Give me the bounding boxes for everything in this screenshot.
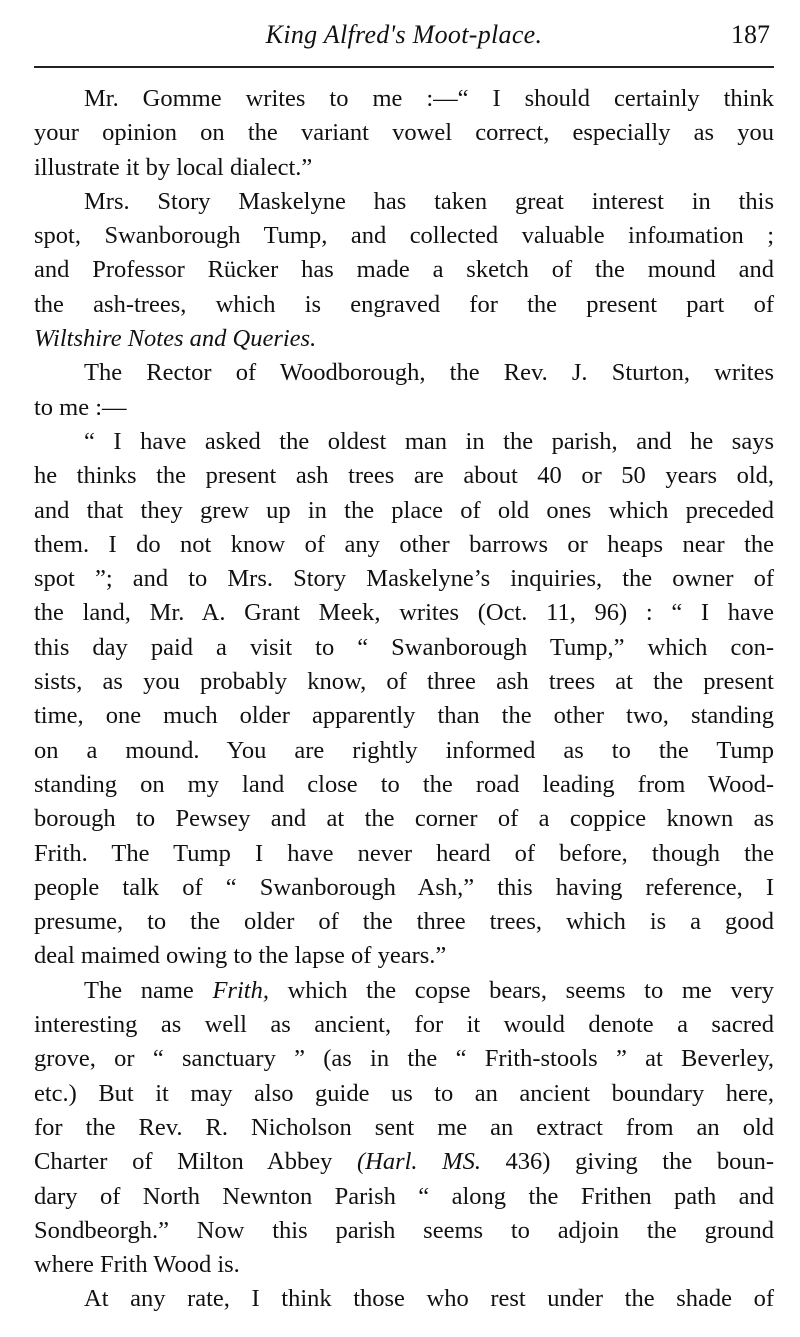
text-line: spot ”; and to Mrs. Story Maskelyne’s inquiries, the owner of [34,565,774,593]
text-line: Frith. The Tump I have never heard of before, though the [34,839,774,867]
text-line [34,322,774,356]
text-line: dary of North Newnton Parish “ along the Frithen path and [34,1182,774,1210]
text-line: this day paid a visit to “ Swanborough Tump,” which con- [34,633,774,661]
text-line: sists, as you probably know, of three ash trees at the present [34,668,774,696]
text-line: etc.) But it may also guide us to an ancient boundary here, [34,1079,774,1107]
text-line: “ I have asked the oldest man in the parish, and he says [84,427,774,455]
text-line: The Rector of Woodborough, the Rev. J. Sturton, writes [84,359,774,387]
text-fragment: which the copse bears, seems to me very [268,976,774,1004]
text-line: on a mound. You are rightly informed as to the Tump [34,736,774,764]
text-line: where Frith Wood is. [34,1251,240,1279]
text-line: illustrate it by local dialect.” [34,153,313,181]
text-line: grove, or “ sanctuary ” (as in the “ Frith-stools ” at Beverley, [34,1045,774,1073]
text-fragment: 436) giving the boun- [480,1148,774,1176]
text-line: the ash-trees, which is engraved for the present part of [34,290,774,318]
text-line: borough to Pewsey and at the corner of a coppice known as [34,805,774,833]
header-rule [34,66,774,68]
text-line: At any rate, I think those who rest under the shade of [84,1285,774,1313]
text-line: interesting as well as ancient, for it would denote a sacred [34,1011,774,1039]
running-head [34,16,774,56]
text-line: standing on my land close to the road leading from Wood- [34,770,774,798]
text-line: and Professor Rücker has made a sketch of the mound and [34,256,774,284]
italic-title: Wiltshire Notes and Queries. [34,325,317,353]
page-number: 187 [731,20,770,49]
text-line: presume, to the older of the three trees, which is a good [34,908,774,936]
text-line: and that they grew up in the place of old ones which preceded [34,496,774,524]
text-line [34,974,774,1008]
running-title: King Alfred's Moot-place. [265,20,543,49]
text-line: for the Rev. R. Nicholson sent me an extract from an old [34,1113,774,1141]
italic-word: Frith, [212,976,269,1004]
text-fragment: The name [84,976,213,1004]
text-line: them. I do not know of any other barrows or heaps near the [34,530,774,558]
text-line: deal maimed owing to the lapse of years.” [34,942,447,970]
body-text [34,82,774,1317]
text-line: your opinion on the variant vowel correct, especially as you [34,119,774,147]
text-line: Mrs. Story Maskelyne has taken great interest in this [84,187,774,215]
text-line: to me :— [34,393,127,421]
italic-citation: (Harl. MS. [356,1148,481,1176]
text-line: time, one much older apparently than the other two, standing [34,702,774,730]
text-line: Mr. Gomme writes to me :—“ I should certainly think [84,85,774,112]
text-line [34,1145,774,1179]
text-line: people talk of “ Swanborough Ash,” this having reference, I [34,873,774,901]
text-line: spot, Swanborough Tump, and collected valuable infoɹmation ; [34,222,774,250]
text-fragment: Charter of Milton Abbey [34,1148,357,1176]
text-line: the land, Mr. A. Grant Meek, writes (Oct. 11, 96) : “ I have [34,599,774,627]
text-line: Sondbeorgh.” Now this parish seems to adjoin the ground [34,1216,774,1244]
text-line: he thinks the present ash trees are about 40 or 50 years old, [34,462,774,490]
